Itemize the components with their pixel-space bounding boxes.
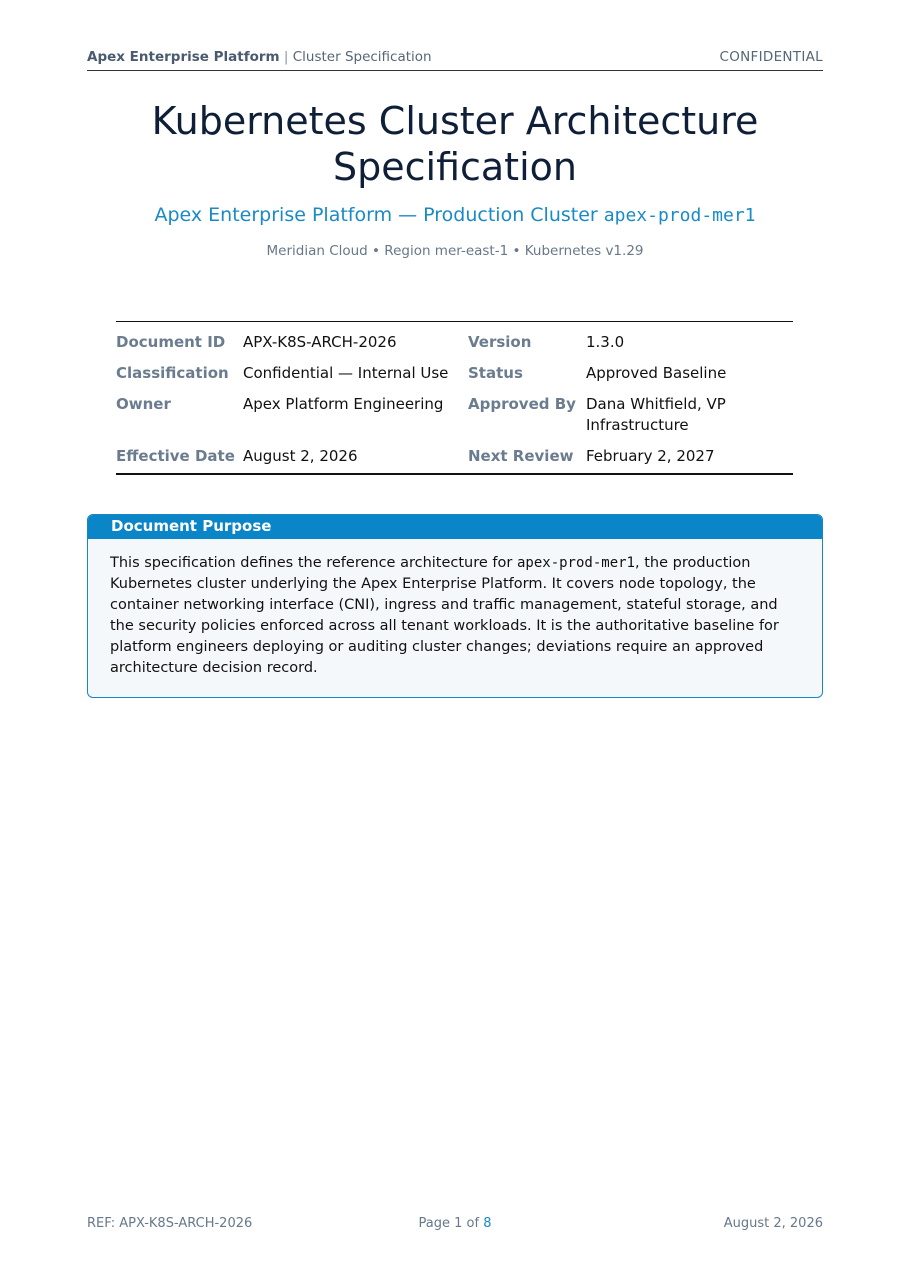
header-classification: CONFIDENTIAL — [719, 49, 823, 65]
document-purpose-box — [87, 514, 823, 698]
footer-page-label: Page 1 of — [418, 1216, 480, 1231]
purpose-cluster-ref: apex-prod-mer1 — [516, 555, 635, 571]
header-section: Cluster Specification — [292, 49, 432, 65]
info-value: Confidential — Internal Use — [243, 364, 449, 382]
info-value: Apex Platform Engineering — [243, 395, 444, 413]
info-row — [116, 446, 793, 467]
info-label: Approved By — [468, 395, 576, 413]
subtitle-cluster-id: apex-prod-mer1 — [603, 205, 756, 226]
info-value: 1.3.0 — [586, 333, 625, 351]
header-separator: | — [283, 49, 289, 65]
document-title-line1: Kubernetes Cluster Architecture — [151, 99, 759, 143]
footer-reference: REF: APX-K8S-ARCH-2026 — [87, 1216, 253, 1231]
info-label: Document ID — [116, 333, 226, 351]
document-title — [87, 98, 823, 190]
document-meta-line: Meridian Cloud • Region mer-east-1 • Kubernetes v1.29 — [266, 243, 644, 259]
subtitle-text: Apex Enterprise Platform — Production Cluster — [154, 204, 598, 226]
document-subtitle — [87, 204, 823, 226]
purpose-heading: Document Purpose — [88, 515, 822, 539]
info-value: APX-K8S-ARCH-2026 — [243, 333, 397, 351]
info-label: Version — [468, 333, 532, 351]
info-value: February 2, 2027 — [586, 447, 715, 465]
info-row — [116, 363, 793, 384]
purpose-text-end: , the production Kubernetes cluster underlying the Apex Enterprise Platform. It covers node topology, the container networking interface (CNI), ingress and traffic management, stateful storage, and the security policies enforced across all tenant workloads. It is the authoritative baseline for platform engineers deploying or auditing cluster changes; deviations require an approved architecture decision record. — [110, 555, 779, 676]
info-label: Next Review — [468, 447, 574, 465]
header-left — [87, 49, 432, 65]
info-value: August 2, 2026 — [243, 447, 358, 465]
info-label: Owner — [116, 395, 171, 413]
info-row — [116, 332, 793, 353]
footer-page-number — [87, 1216, 823, 1231]
purpose-body — [88, 539, 822, 697]
header-brand: Apex Enterprise Platform — [87, 49, 280, 65]
footer-date: August 2, 2026 — [723, 1216, 823, 1231]
document-info-table — [116, 321, 793, 475]
info-value: Approved Baseline — [586, 364, 727, 382]
page-header — [87, 49, 823, 71]
footer-page-total-link[interactable]: 8 — [483, 1216, 492, 1231]
info-label: Effective Date — [116, 447, 235, 465]
info-value: Dana Whitfield, VP Infrastructure — [586, 395, 726, 434]
info-label: Classification — [116, 364, 229, 382]
info-label: Status — [468, 364, 523, 382]
purpose-text-start: This specification defines the reference architecture for — [110, 555, 513, 571]
info-row — [116, 394, 793, 436]
document-title-line2: Specification — [333, 145, 577, 189]
